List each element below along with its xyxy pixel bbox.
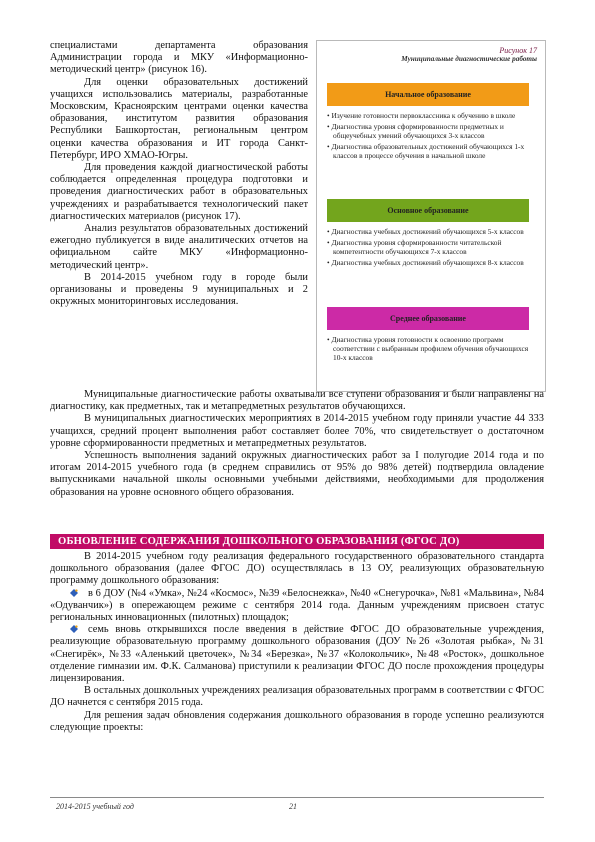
paragraph-10: В остальных дошкольных учреждениях реализация образовательных программ в соответствии с ФГОС ДО начнется с сентября 2015 года. (50, 685, 544, 709)
paragraph-2: Для оценки образовательных достижений учащихся использовались материалы, разработанные Московским, Красноярским центрами оценки качества образования, институтом развития образования Республики Башкортостан, региональным центром оценки качества образования и ИТ города Санкт-Петербург, ИРО ХМАО-Югры. (50, 76, 308, 161)
paragraph-3: Для проведения каждой диагностической работы соблюдается определенная процедура подготовки и проведения диагностических работ в образовательных учреждениях и разрабатывается технологический пакет диагностических материалов (рисунок 17). (50, 162, 308, 222)
footer-year: 2014-2015 учебный год (56, 802, 134, 811)
bullet-item-2: семь вновь открывшихся после введения в действие ФГОС ДО образовательные учреждения, реализующие образовательную программу дошкольного образования (ДОУ №26 «Золотая рыбка», №31 «Снегирёк», №33 «Аленький цветочек», №34 «Березка», №37 «Колокольчик», №48 «Росток», дошкольное отделение гимназии им. Ф.К. Салманова) приступили к реализации ФГОС ДО после прохождения процедуры лицензирования. (50, 624, 544, 685)
paragraph-7: В муниципальных диагностических мероприятиях в 2014-2015 учебном году приняли участие 44 333 учащихся, средний процент выполнения работ составляет более 70%, что свидетельствует о достаточном уровне сформированности предметных и метапредметных результатов. (50, 413, 544, 449)
figure-caption: Рисунок 17 (499, 46, 537, 55)
paragraph-11: Для решения задач обновления содержания дошкольного образования в городе успешно реализуются следующие проекты: (50, 709, 544, 733)
section-header: ОБНОВЛЕНИЕ СОДЕРЖАНИЯ ДОШКОЛЬНОГО ОБРАЗОВАНИЯ (ФГОС ДО) (50, 534, 544, 549)
left-column-text (50, 40, 308, 308)
list-item: • Диагностика образовательных достижений обучающихся 1-х классов в процессе обучения в начальной школе (327, 142, 525, 160)
paragraph-9: В 2014-2015 учебном году реализация федерального государственного образовательного стандарта дошкольного образования (далее ФГОС ДО) осуществлялась в 13 ОУ, реализующих образовательную программу дошкольного образования: (50, 551, 544, 587)
paragraph-4: Анализ результатов образовательных достижений ежегодно публикуется в виде аналитических отчетов на официальном сайте МКУ «Информационно-методический центр». (50, 223, 308, 271)
figure-diagnostic-works (316, 40, 546, 392)
level-secondary-bar: Среднее образование (327, 307, 529, 330)
level-primary-list (327, 111, 532, 162)
paragraph-8: Успешность выполнения заданий окружных диагностических работ за I полугодие 2014 года и по итогам 2014-2015 учебного года (в среднем справились от 95% до 98% детей) подтвердила овладение выпускниками начальной школы основными учебными действиями, необходимыми для продолжения образования на уровне основного общего образования. (50, 450, 545, 498)
bullet-item-1: в 6 ДОУ (№4 «Умка», №24 «Космос», №39 «Белоснежка», №40 «Снегурочка», №81 «Мальвина», №84 «Одуванчик») в опережающем режиме с сентября 2014 года. Данным учреждениям присвоен статус региональных инновационных (пилотных) площадок; (50, 587, 544, 624)
bullet-icon (70, 625, 78, 633)
level-basic-list (327, 227, 532, 269)
bullet-icon (70, 589, 78, 597)
paragraph-1: специалистами департамента образования Администрации города и МКУ «Информационно-методический центр» (рисунок 16). (50, 40, 308, 76)
page-number: 21 (289, 802, 297, 811)
footer-divider (50, 797, 544, 798)
list-item: • Изучение готовности первоклассника к обучению в школе (327, 111, 516, 120)
paragraph-5: В 2014-2015 учебном году в городе были организованы и проведены 9 муниципальных и 2 окружных мониторинговых исследования. (50, 271, 308, 308)
paragraph-6: Муниципальные диагностические работы охватывали все ступени образования и были направлены на диагностику, как предметных, так и метапредметных результатов обучающихся. (50, 389, 544, 413)
list-item: • Диагностика учебных достижений обучающихся 8-х классов (327, 258, 524, 267)
list-item: • Диагностика уровня сформированности предметных и общеучебных умений обучающихся 3-х классов (327, 122, 504, 140)
section-body (50, 551, 544, 734)
list-item: • Диагностика уровня готовности к освоению программ соответствии с выбранным профилем обучения обучающихся 10-х классов (327, 335, 529, 362)
list-item: • Диагностика учебных достижений обучающихся 5-х классов (327, 227, 524, 236)
figure-title: Муниципальные диагностические работы (401, 55, 537, 63)
full-width-text (50, 389, 544, 499)
level-primary-bar: Начальное образование (327, 83, 529, 106)
level-basic-bar: Основное образование (327, 199, 529, 222)
list-item: • Диагностика уровня сформированности читательской компетентности обучающихся 7-х классов (327, 238, 502, 256)
level-secondary-list (327, 335, 532, 364)
